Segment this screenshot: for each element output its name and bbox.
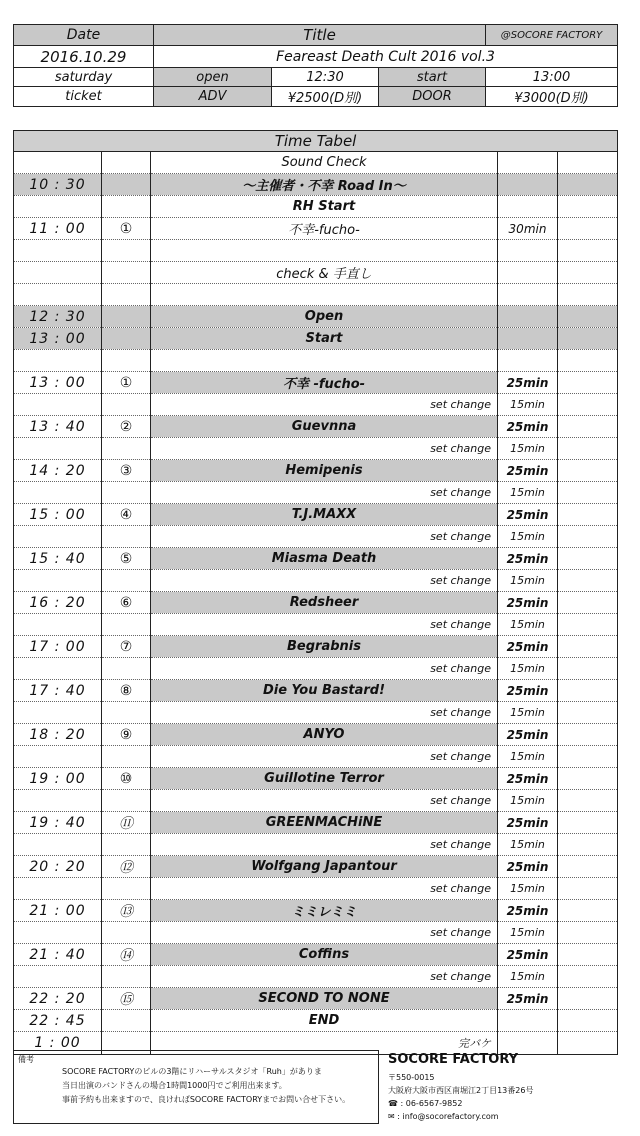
row-duration: 25min <box>498 944 558 966</box>
timetable-row <box>14 790 618 812</box>
row-name: set change <box>151 746 498 768</box>
row-duration: 15min <box>498 878 558 900</box>
row-duration: 15min <box>498 438 558 460</box>
row-note <box>558 350 618 372</box>
row-note <box>558 482 618 504</box>
row-name: Begrabnis <box>151 636 498 658</box>
row-number: ⑤ <box>102 548 151 570</box>
row-time <box>14 658 102 680</box>
timetable-row <box>14 240 618 262</box>
door-label: DOOR <box>379 87 486 107</box>
row-duration: 25min <box>498 812 558 834</box>
row-duration: 25min <box>498 900 558 922</box>
timetable-row <box>14 614 618 636</box>
start-label: start <box>379 68 486 87</box>
venue-tel: ☎ : 06-6567-9852 <box>388 1099 463 1108</box>
row-time <box>14 438 102 460</box>
row-note <box>558 966 618 988</box>
timetable-row <box>14 570 618 592</box>
row-duration <box>498 196 558 218</box>
row-number: ① <box>102 372 151 394</box>
row-duration: 15min <box>498 394 558 416</box>
row-name: 完バケ <box>151 1032 498 1055</box>
row-number <box>102 834 151 856</box>
row-time <box>14 240 102 262</box>
row-duration: 15min <box>498 482 558 504</box>
event-title: Feareast Death Cult 2016 vol.3 <box>154 46 618 68</box>
row-name: Open <box>151 306 498 328</box>
row-number: ④ <box>102 504 151 526</box>
row-duration <box>498 350 558 372</box>
row-duration: 15min <box>498 526 558 548</box>
row-name: ～主催者・不幸 Road In～ <box>151 174 498 196</box>
row-duration: 25min <box>498 504 558 526</box>
row-name <box>151 284 498 306</box>
row-number: ⑨ <box>102 724 151 746</box>
venue-postal: 〒550-0015 <box>388 1073 435 1082</box>
row-name: 不幸 -fucho- <box>151 372 498 394</box>
row-name: T.J.MAXX <box>151 504 498 526</box>
timetable-row <box>14 460 618 482</box>
row-time: 15 : 00 <box>14 504 102 526</box>
row-note <box>558 834 618 856</box>
timetable-row <box>14 966 618 988</box>
row-time <box>14 570 102 592</box>
row-time <box>14 152 102 174</box>
row-name: ANYO <box>151 724 498 746</box>
title-label: Title <box>154 25 486 46</box>
row-name: set change <box>151 966 498 988</box>
timetable-row <box>14 306 618 328</box>
row-name: set change <box>151 438 498 460</box>
row-note <box>558 680 618 702</box>
row-time <box>14 394 102 416</box>
row-duration <box>498 306 558 328</box>
row-name: set change <box>151 702 498 724</box>
row-note <box>558 900 618 922</box>
row-note <box>558 570 618 592</box>
row-name: RH Start <box>151 196 498 218</box>
row-note <box>558 372 618 394</box>
row-duration <box>498 284 558 306</box>
row-name: set change <box>151 834 498 856</box>
row-time <box>14 482 102 504</box>
row-duration: 25min <box>498 768 558 790</box>
row-time: 14 : 20 <box>14 460 102 482</box>
row-duration <box>498 152 558 174</box>
row-note <box>558 240 618 262</box>
row-number <box>102 262 151 284</box>
row-number <box>102 482 151 504</box>
row-name: Die You Bastard! <box>151 680 498 702</box>
event-date: 2016.10.29 <box>14 46 154 68</box>
row-number: ⑭ <box>102 944 151 966</box>
row-time <box>14 262 102 284</box>
row-note <box>558 702 618 724</box>
row-duration: 25min <box>498 680 558 702</box>
timetable-row <box>14 988 618 1010</box>
timetable-row <box>14 482 618 504</box>
timetable-row <box>14 878 618 900</box>
row-number <box>102 174 151 196</box>
row-name: ミミレミミ <box>151 900 498 922</box>
row-note <box>558 724 618 746</box>
row-name: 不幸-fucho- <box>151 218 498 240</box>
timetable-title: Time Tabel <box>14 131 618 152</box>
row-note <box>558 878 618 900</box>
row-time <box>14 284 102 306</box>
row-name: SECOND TO NONE <box>151 988 498 1010</box>
timetable-row <box>14 922 618 944</box>
row-number: ① <box>102 218 151 240</box>
timetable-row <box>14 416 618 438</box>
row-name: check & 手直し <box>151 262 498 284</box>
row-time <box>14 790 102 812</box>
row-time: 20 : 20 <box>14 856 102 878</box>
row-name: Start <box>151 328 498 350</box>
row-name: Guillotine Terror <box>151 768 498 790</box>
row-time: 21 : 40 <box>14 944 102 966</box>
timetable-row <box>14 658 618 680</box>
row-note <box>558 790 618 812</box>
row-time: 17 : 00 <box>14 636 102 658</box>
row-number: ③ <box>102 460 151 482</box>
row-duration: 15min <box>498 658 558 680</box>
row-number <box>102 152 151 174</box>
row-name: Miasma Death <box>151 548 498 570</box>
row-duration: 25min <box>498 372 558 394</box>
row-note <box>558 460 618 482</box>
row-note <box>558 262 618 284</box>
row-duration: 15min <box>498 922 558 944</box>
venue-info <box>388 1052 624 1123</box>
notes-box <box>13 1050 379 1124</box>
venue-name: SOCORE FACTORY <box>388 1052 519 1067</box>
adv-label: ADV <box>154 87 272 107</box>
row-name: Sound Check <box>151 152 498 174</box>
row-number <box>102 350 151 372</box>
row-name: set change <box>151 790 498 812</box>
timetable-row <box>14 944 618 966</box>
row-note <box>558 438 618 460</box>
row-time <box>14 922 102 944</box>
adv-price: ¥2500(D別) <box>272 87 379 107</box>
row-note <box>558 152 618 174</box>
timetable-row <box>14 812 618 834</box>
row-number: ⑥ <box>102 592 151 614</box>
row-name: set change <box>151 614 498 636</box>
row-number: ⑪ <box>102 812 151 834</box>
timetable-row <box>14 152 618 174</box>
row-note <box>558 988 618 1010</box>
row-duration: 25min <box>498 856 558 878</box>
row-note <box>558 614 618 636</box>
timetable-row <box>14 218 618 240</box>
timetable-row <box>14 174 618 196</box>
timetable-row <box>14 592 618 614</box>
row-time: 10 : 30 <box>14 174 102 196</box>
row-number <box>102 196 151 218</box>
timetable-row <box>14 856 618 878</box>
row-duration: 25min <box>498 416 558 438</box>
row-time <box>14 702 102 724</box>
row-time <box>14 878 102 900</box>
timetable-row <box>14 372 618 394</box>
row-name <box>151 240 498 262</box>
row-number: ⑮ <box>102 988 151 1010</box>
row-time: 18 : 20 <box>14 724 102 746</box>
row-note <box>558 636 618 658</box>
notes-line-1: SOCORE FACTORYのビルの3階にリハーサルスタジオ「Ruh」がありま <box>62 1067 322 1076</box>
timetable-row <box>14 900 618 922</box>
row-number <box>102 328 151 350</box>
row-number <box>102 614 151 636</box>
row-time: 19 : 00 <box>14 768 102 790</box>
row-time: 16 : 20 <box>14 592 102 614</box>
row-number <box>102 526 151 548</box>
row-note <box>558 394 618 416</box>
row-duration: 25min <box>498 988 558 1010</box>
row-number <box>102 284 151 306</box>
row-duration: 25min <box>498 460 558 482</box>
row-number <box>102 790 151 812</box>
row-time <box>14 966 102 988</box>
start-time: 13:00 <box>486 68 618 87</box>
row-time <box>14 350 102 372</box>
row-time <box>14 196 102 218</box>
row-name: Redsheer <box>151 592 498 614</box>
open-time: 12:30 <box>272 68 379 87</box>
notes-line-2: 当日出演のバンドさんの場合1時間1000円でご利用出来ます。 <box>62 1081 287 1090</box>
row-note <box>558 812 618 834</box>
row-time: 15 : 40 <box>14 548 102 570</box>
row-time: 19 : 40 <box>14 812 102 834</box>
row-name: Guevnna <box>151 416 498 438</box>
row-duration: 25min <box>498 592 558 614</box>
row-time <box>14 614 102 636</box>
row-number <box>102 240 151 262</box>
row-number: ⑬ <box>102 900 151 922</box>
row-duration: 15min <box>498 702 558 724</box>
row-number <box>102 1010 151 1032</box>
row-note <box>558 768 618 790</box>
row-time: 21 : 00 <box>14 900 102 922</box>
row-note <box>558 504 618 526</box>
timetable-row <box>14 724 618 746</box>
venue-address: 大阪府大阪市西区南堀江2丁目13番26号 <box>388 1086 534 1095</box>
row-time: 1 : 00 <box>14 1032 102 1055</box>
row-time: 22 : 20 <box>14 988 102 1010</box>
row-duration: 15min <box>498 614 558 636</box>
row-time: 22 : 45 <box>14 1010 102 1032</box>
timetable-row <box>14 394 618 416</box>
row-number <box>102 702 151 724</box>
row-note <box>558 416 618 438</box>
row-name <box>151 350 498 372</box>
row-note <box>558 526 618 548</box>
row-note <box>558 746 618 768</box>
row-name: set change <box>151 394 498 416</box>
timetable-row <box>14 284 618 306</box>
row-number: ⑩ <box>102 768 151 790</box>
timetable-row <box>14 680 618 702</box>
event-header-table <box>13 24 618 107</box>
venue-label: @SOCORE FACTORY <box>486 25 618 46</box>
row-note <box>558 284 618 306</box>
row-duration: 15min <box>498 746 558 768</box>
timetable-row <box>14 196 618 218</box>
row-time: 12 : 30 <box>14 306 102 328</box>
timetable-row <box>14 746 618 768</box>
row-time: 17 : 40 <box>14 680 102 702</box>
row-name: Coffins <box>151 944 498 966</box>
row-note <box>558 196 618 218</box>
row-note <box>558 856 618 878</box>
notes-label: 備考 <box>18 1055 34 1064</box>
timetable-row <box>14 834 618 856</box>
row-number <box>102 966 151 988</box>
ticket-label: ticket <box>14 87 154 107</box>
row-note <box>558 306 618 328</box>
row-name: set change <box>151 658 498 680</box>
row-number <box>102 306 151 328</box>
timetable-row <box>14 702 618 724</box>
row-note <box>558 944 618 966</box>
timetable-row <box>14 350 618 372</box>
timetable-row <box>14 1010 618 1032</box>
timetable-row <box>14 504 618 526</box>
timetable-row <box>14 262 618 284</box>
row-number <box>102 394 151 416</box>
row-name: set change <box>151 570 498 592</box>
row-number <box>102 570 151 592</box>
timetable-row <box>14 438 618 460</box>
door-price: ¥3000(D別) <box>486 87 618 107</box>
row-number <box>102 658 151 680</box>
row-duration <box>498 328 558 350</box>
row-number: ⑫ <box>102 856 151 878</box>
row-duration: 15min <box>498 570 558 592</box>
row-name: set change <box>151 482 498 504</box>
row-number: ⑧ <box>102 680 151 702</box>
date-label: Date <box>14 25 154 46</box>
row-note <box>558 1010 618 1032</box>
row-duration: 25min <box>498 724 558 746</box>
row-note <box>558 174 618 196</box>
time-table <box>13 130 618 1055</box>
row-duration <box>498 174 558 196</box>
row-note <box>558 218 618 240</box>
row-note <box>558 328 618 350</box>
row-time: 11 : 00 <box>14 218 102 240</box>
row-duration: 25min <box>498 548 558 570</box>
row-time <box>14 746 102 768</box>
timetable-row <box>14 328 618 350</box>
timetable-row <box>14 636 618 658</box>
row-name: set change <box>151 526 498 548</box>
timetable-row <box>14 548 618 570</box>
row-number <box>102 922 151 944</box>
open-label: open <box>154 68 272 87</box>
row-time <box>14 526 102 548</box>
row-duration: 15min <box>498 790 558 812</box>
row-time <box>14 834 102 856</box>
row-number: ② <box>102 416 151 438</box>
row-number: ⑦ <box>102 636 151 658</box>
row-number <box>102 878 151 900</box>
row-name: Wolfgang Japantour <box>151 856 498 878</box>
row-duration <box>498 262 558 284</box>
row-name: Hemipenis <box>151 460 498 482</box>
timetable-row <box>14 768 618 790</box>
row-name: set change <box>151 878 498 900</box>
row-duration: 15min <box>498 834 558 856</box>
row-note <box>558 922 618 944</box>
row-time: 13 : 00 <box>14 328 102 350</box>
row-name: set change <box>151 922 498 944</box>
row-time: 13 : 40 <box>14 416 102 438</box>
row-duration <box>498 240 558 262</box>
notes-line-3: 事前予約も出来ますので、良ければSOCORE FACTORYまでお問い合せ下さい。 <box>62 1095 351 1104</box>
row-duration <box>498 1010 558 1032</box>
timetable-row <box>14 526 618 548</box>
venue-email[interactable]: ✉ : info@socorefactory.com <box>388 1112 499 1121</box>
row-duration: 25min <box>498 636 558 658</box>
row-note <box>558 658 618 680</box>
row-number <box>102 438 151 460</box>
row-time: 13 : 00 <box>14 372 102 394</box>
event-day: saturday <box>14 68 154 87</box>
row-duration: 30min <box>498 218 558 240</box>
row-name: END <box>151 1010 498 1032</box>
row-note <box>558 592 618 614</box>
row-note <box>558 548 618 570</box>
row-number <box>102 746 151 768</box>
row-name: GREENMACHiNE <box>151 812 498 834</box>
row-duration: 15min <box>498 966 558 988</box>
